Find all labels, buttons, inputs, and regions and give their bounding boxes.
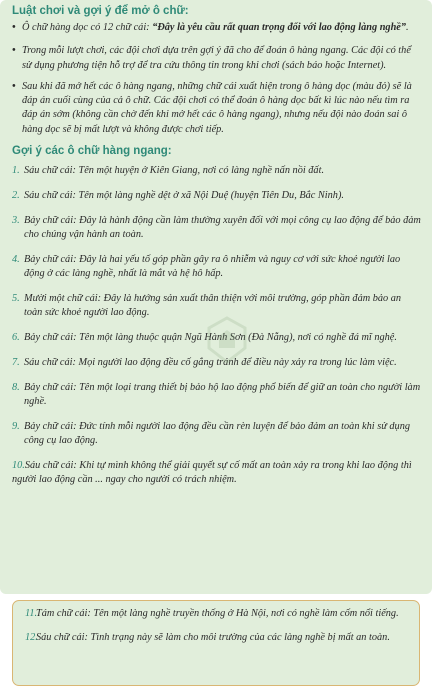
hint-text: Sáu chữ cái: Tên một huyện ở Kiên Giang, nơi có làng nghề nấn nồi đất. xyxy=(24,165,325,177)
hint-number: 1. xyxy=(12,165,20,177)
hint-item xyxy=(12,214,421,243)
hint-item xyxy=(12,459,421,488)
hints-heading: Gợi ý các ô chữ hàng ngang: xyxy=(12,145,172,158)
watermark-logo-icon xyxy=(205,316,249,364)
hint-text: Sáu chữ cái: Khi tự mình không thể giải quyết sự cố mất an toàn xảy ra trong khi lao động thì người lao động cần ... ngay cho người có trách nhiệm. xyxy=(12,459,412,486)
bullet-icon: • xyxy=(12,45,16,57)
hint-number: 7. xyxy=(12,356,20,368)
hint-item xyxy=(25,607,409,621)
rule-1-lead: Ô chữ hàng dọc có 12 chữ cái: xyxy=(22,22,153,33)
rule-1-tail: . xyxy=(406,22,409,33)
rule-item xyxy=(12,21,421,35)
hint-number: 8. xyxy=(12,381,20,393)
hint-text: Bảy chữ cái: Tên một làng thuộc quận Ngũ Hành Sơn (Đà Nẵng), nơi có nghề đá mĩ nghệ. xyxy=(24,331,397,343)
bullet-icon: • xyxy=(12,80,16,92)
hint-number: 3. xyxy=(12,214,20,226)
rule-1-quote: “Đây là yêu cầu rất quan trọng đối với lao động làng nghề” xyxy=(152,22,407,33)
extra-hints-box xyxy=(12,600,420,686)
hint-item xyxy=(12,420,421,449)
hint-text: Sáu chữ cái: Tên một làng nghề dệt ở xã Nội Duệ (huyện Tiên Du, Bắc Ninh). xyxy=(24,189,344,201)
hint-text: Sáu chữ cái: Mọi người lao động đều cố gắng tránh để điều này xảy ra trong lúc làm việc. xyxy=(24,356,397,368)
hint-number: 9. xyxy=(12,420,20,432)
rule-item xyxy=(12,80,421,137)
hint-text: Bảy chữ cái: Đây là hành động cần làm thường xuyên đối với mọi công cụ lao động để bảo đảm cho chúng vận hành an toàn. xyxy=(24,214,421,240)
hint-text: Sáu chữ cái: Tình trạng này sẽ làm cho môi trường của các làng nghề bị mất an toàn. xyxy=(36,632,390,644)
hint-item xyxy=(12,189,421,203)
hint-number: 6. xyxy=(12,331,20,343)
rules-heading: Luật chơi và gợi ý để mở ô chữ: xyxy=(12,5,189,17)
hint-number: 12. xyxy=(25,632,38,644)
hint-text: Bảy chữ cái: Tên một loại trang thiết bị bảo hộ lao động phổ biến để giữ an toàn cho người làm nghề. xyxy=(24,381,421,407)
hint-item xyxy=(12,381,421,410)
hint-number: 11. xyxy=(25,608,38,619)
hint-item xyxy=(12,253,421,282)
bullet-icon: • xyxy=(12,22,16,33)
rule-item xyxy=(12,44,421,73)
hint-text: Mười một chữ cái: Đây là hướng sản xuất thân thiện với môi trường, góp phần đảm bảo an toàn sức khoẻ người lao động. xyxy=(24,292,402,319)
rule-2-text: Trong mỗi lượt chơi, các đội chơi dựa trên gợi ý đã cho để đoán ô hàng ngang. Các đội có thể sử dụng phương tiện hỗ trợ để tra cứu thông tin trong khi chơi (sách báo hoặc Internet). xyxy=(22,45,411,71)
hint-number: 2. xyxy=(12,189,20,201)
hint-text: Bảy chữ cái: Đây là hai yếu tố góp phần gây ra ô nhiễm và nguy cơ với sức khoẻ người lao động ở các làng nghề, nhất là mắt và hệ hô hấp. xyxy=(24,253,401,280)
hint-text: Bảy chữ cái: Đức tính mỗi người lao động đều cần rèn luyện để bảo đảm an toàn khi sử dụng công cụ lao động. xyxy=(24,420,410,446)
hint-item xyxy=(25,631,409,645)
hint-item xyxy=(12,164,421,178)
hint-number: 5. xyxy=(12,292,20,304)
rule-3-text: Sau khi đã mở hết các ô hàng ngang, những chữ cái xuất hiện trong ô hàng dọc (màu đỏ) sẽ là đáp án cuối cùng của cả ô chữ. Các đội chơi có thể đoán ô hàng dọc bất kì lúc nào nếu tìm ra đáp án sớm (không cần chờ đến khi mở hết các ô hàng ngang), nhưng nếu đội nào đoán sai ô hàng dọc sẽ bị mất lượt và không được chơi tiếp. xyxy=(22,80,412,135)
rules-list xyxy=(12,21,421,137)
hint-number: 4. xyxy=(12,253,20,265)
hint-text: Tám chữ cái: Tên một làng nghề truyền thống ở Hà Nội, nơi có nghề làm cốm nổi tiếng. xyxy=(36,608,399,619)
hint-number: 10. xyxy=(12,459,25,471)
